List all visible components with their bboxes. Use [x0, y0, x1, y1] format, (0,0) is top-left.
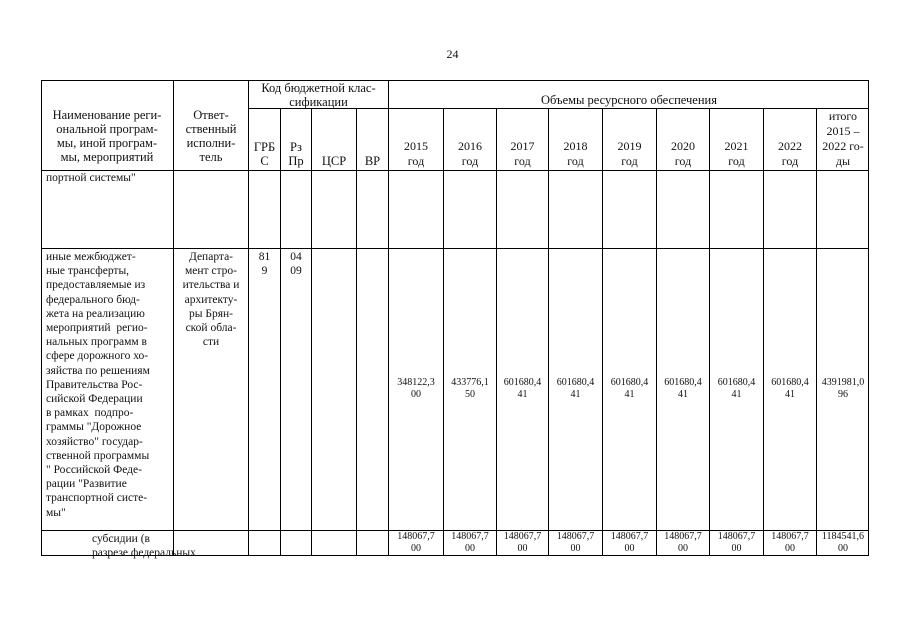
value-text: 601680,4 41 [503, 377, 542, 400]
header-year-2017 [497, 139, 548, 170]
header-year-2019 [603, 139, 656, 170]
row-grbs-text: 81 9 [258, 251, 271, 278]
value-text: 148067,7 00 [556, 531, 595, 554]
table-row-1-grbs [249, 250, 280, 282]
header-rzpr [281, 140, 311, 170]
table-row-2-name [46, 532, 196, 560]
value-text: 148067,7 00 [664, 531, 702, 554]
row-1-value-2015 [389, 377, 443, 403]
row-1-value-2016 [444, 377, 496, 403]
row-name-text: портной системы" [46, 172, 136, 184]
value-text: 601680,4 41 [771, 377, 809, 400]
header-grbs [249, 140, 280, 170]
row-name-text: иные межбюджет- ные трансферты, предоставляемые из федерального бюд- жета на реализацию мероприятий регио- нальных программ в сфере дорожного хо- зяйства по решениям Правительства Рос- сийской Федерации в рамках подпро- граммы "Дорожное хозяйство" государ- ственной программы " Российской Феде- рации "Развитие транспортной систе- мы" [46, 251, 150, 519]
value-text: 148067,7 00 [771, 531, 809, 554]
value-text: 601680,4 41 [610, 377, 649, 400]
year-label: 2017 год [510, 139, 535, 168]
page-number: 24 [446, 47, 459, 61]
row-name-text: субсидии (в разрезе федеральных [92, 533, 196, 560]
total-label: итого 2015 – 2022 го- ды [822, 109, 864, 168]
row-2-value-2015 [389, 531, 443, 556]
header-vr-label: ВР [364, 154, 381, 168]
year-label: 2019 год [617, 139, 642, 168]
year-label: 2021 год [724, 139, 749, 168]
header-year-2018 [549, 139, 602, 170]
row-2-value-2022 [764, 531, 816, 556]
header-name [41, 108, 173, 170]
header-year-2016 [444, 139, 496, 170]
value-text: 601680,4 41 [556, 377, 595, 400]
table-row-1-rzpr [281, 250, 311, 282]
year-label: 2015 год [404, 139, 428, 168]
header-vr [357, 154, 388, 170]
table-row-1-name [46, 250, 173, 530]
total-text: 4391981,0 96 [821, 377, 865, 400]
row-2-value-2018 [549, 531, 602, 556]
row-1-value-2021 [710, 377, 763, 403]
header-resources-label: Объемы ресурсного обеспечения [541, 93, 717, 107]
year-label: 2016 год [458, 139, 482, 168]
header-resources [389, 93, 869, 108]
row-1-value-2017 [497, 377, 548, 403]
row-2-value-2021 [710, 531, 763, 556]
header-grbs-label: ГРБ С [253, 140, 276, 168]
value-text: 601680,4 41 [717, 377, 756, 400]
value-text: 348122,3 00 [397, 377, 435, 400]
row-2-value-2016 [444, 531, 496, 556]
header-executor [174, 108, 248, 170]
row-2-value-2020 [657, 531, 709, 556]
row-1-value-2022 [764, 377, 816, 403]
header-year-2021 [710, 139, 763, 170]
header-budget-code [249, 81, 388, 108]
value-text: 148067,7 00 [397, 531, 435, 554]
total-text: 1184541,6 00 [821, 531, 865, 554]
row-1-value-2020 [657, 377, 709, 403]
value-text: 148067,7 00 [717, 531, 756, 554]
year-label: 2020 год [671, 139, 695, 168]
row-2-value-2019 [603, 531, 656, 556]
value-text: 148067,7 00 [451, 531, 489, 554]
resource-table [41, 80, 869, 560]
header-year-2022 [764, 139, 816, 170]
header-name-label: Наименование реги- ональной програм- мы, иной програм- мы, мероприятий [52, 108, 162, 164]
year-label: 2018 год [563, 139, 588, 168]
row-1-total [817, 377, 869, 403]
year-label: 2022 год [778, 139, 802, 168]
row-1-value-2019 [603, 377, 656, 403]
value-text: 601680,4 41 [664, 377, 702, 400]
row-executor-text: Департа- мент стро- ительства и архитекту- ры Брян- ской обла- сти [182, 251, 240, 349]
value-text: 148067,7 00 [503, 531, 542, 554]
value-text: 148067,7 00 [610, 531, 649, 554]
header-rzpr-label: Рз Пр [288, 140, 304, 168]
header-csr [312, 154, 356, 170]
row-2-total [817, 531, 869, 556]
table-row-0-name [46, 171, 173, 191]
table-row-1-executor [174, 250, 248, 360]
header-year-2020 [657, 139, 709, 170]
header-year-2015 [389, 139, 443, 170]
header-executor-label: Ответ- ственный исполни- тель [185, 108, 237, 164]
header-total [817, 109, 869, 170]
row-1-value-2018 [549, 377, 602, 403]
header-csr-label: ЦСР [321, 154, 347, 168]
header-budget-code-label: Код бюджетной клас- сификации [261, 81, 376, 109]
row-rzpr-text: 04 09 [290, 251, 302, 278]
row-2-value-2017 [497, 531, 548, 556]
value-text: 433776,1 50 [451, 377, 489, 400]
